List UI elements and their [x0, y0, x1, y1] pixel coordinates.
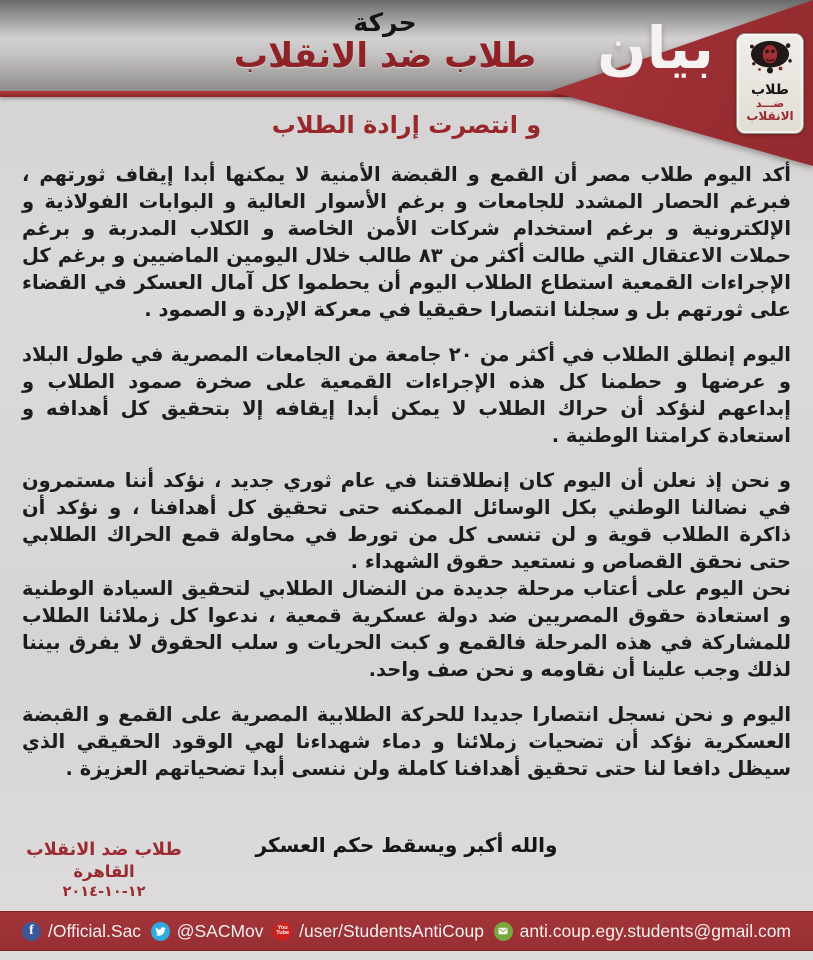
- email-address: anti.coup.egy.students@gmail.com: [519, 920, 791, 941]
- email-link[interactable]: [494, 921, 791, 942]
- signature-section: [0, 833, 813, 905]
- logo-splatter-icon: [745, 37, 795, 83]
- statement-subtitle: و انتصرت إرادة الطلاب: [271, 111, 542, 139]
- movement-name: طلاب ضد الانقلاب: [233, 35, 537, 76]
- paragraph: و نحن إذ نعلن أن اليوم كان إنطلاقتنا في عام ثوري جديد ، نؤكد أننا مستمرون في نضالنا الوطني بكل الوسائل الممكنه حتى تحقيق كل أهدافنا ، و نؤكد أن ذاكرة الطلاب قوية و لن تنسى كل من تورط في محاولة قمع الحراك الطلابي حتى نحقق القصاص و نستعيد حقوق الشهداء .: [22, 469, 791, 573]
- paragraph: اليوم و نحن نسجل انتصارا جديدا للحركة الطلابية المصرية على القمع و القبضة العسكرية نؤكد أن تضحيات زملائنا و دماء شهداءنا لهي الوقود الحقيقي الذي سيظل دافعا لنا حتى تحقيق أهدافنا كاملة ولن ننسى أبدا تضحياتهم العزيزة .: [22, 703, 791, 780]
- twitter-handle: @SACMov: [176, 920, 264, 941]
- statement-body: [22, 161, 791, 800]
- logo-line-3: الانقلاب: [746, 109, 794, 124]
- paragraph: نحن اليوم على أعتاب مرحلة جديدة من النضال الطلابي لتحقيق السيادة الوطنية و استعادة حقوق المصريين ضد دولة عسكرية قمعية ، ندعوا كل زملائنا الطلاب للمشاركة في هذه المرحلة فالقمع و كبت الحريات و سلب الحقوق لا يفرق بيننا لذلك وجب علينا أن نقاومه و نحن صف واحد.: [22, 577, 791, 681]
- logo-line-2: ضـــد: [755, 96, 785, 110]
- twitter-link[interactable]: [151, 921, 264, 942]
- closing-slogan: والله أكبر ويسقط حكم العسكر: [255, 833, 558, 857]
- logo-line-1: طلاب: [751, 82, 789, 98]
- signature-date: ١٢-١٠-٢٠١٤: [62, 883, 146, 900]
- facebook-handle: /Official.Sac: [48, 920, 142, 941]
- email-icon: [494, 922, 513, 941]
- banner-word: بيان: [597, 14, 714, 82]
- facebook-icon: f: [22, 922, 41, 941]
- signature-block: [20, 840, 188, 902]
- social-footer: [0, 911, 813, 951]
- signature-city: القاهرة: [73, 861, 135, 881]
- paragraph: أكد اليوم طلاب مصر أن القمع و القبضة الأمنية لا يمكنها أبدا إيقاف ثورتهم ، فبرغم الحصار المشدد للجامعات و برغم الأسوار العالية و البوابات الفولاذية و الإلكترونية و برغم استخدام شركات الأمن الخاصة و الكلاب المدربة و برغم حملات الاعتقال التي طالت أكثر من ٨٣ طالب خلال اليومين الماضيين و برغم كل الإجراءات القمعية استطاع الطلاب اليوم أن يحطموا كل آمال العسكر في القضاء على ثورتهم بل و سجلنا انتصارا حقيقيا في معركة الإردة و الصمود .: [22, 163, 791, 321]
- twitter-icon: [151, 922, 170, 941]
- movement-label: حركة: [353, 8, 417, 37]
- facebook-link[interactable]: [22, 921, 141, 942]
- youtube-icon: You Tube: [273, 922, 292, 941]
- youtube-handle: /user/StudentsAntiCoup: [299, 920, 485, 941]
- paragraph: اليوم إنطلق الطلاب في أكثر من ٢٠ جامعة من الجامعات المصرية في طول البلاد و عرضها و حطمنا كل هذه الإجراءات القمعية على صخرة صمود الطلاب و إبداعهم لنؤكد أن حراك الطلاب لا يمكن أبدا إيقافه إلا بتحقيق كل أهدافه و استعادة كرامتنا الوطنية .: [22, 343, 791, 447]
- signature-org: طلاب ضد الانقلاب: [26, 840, 182, 860]
- youtube-link[interactable]: [273, 921, 484, 942]
